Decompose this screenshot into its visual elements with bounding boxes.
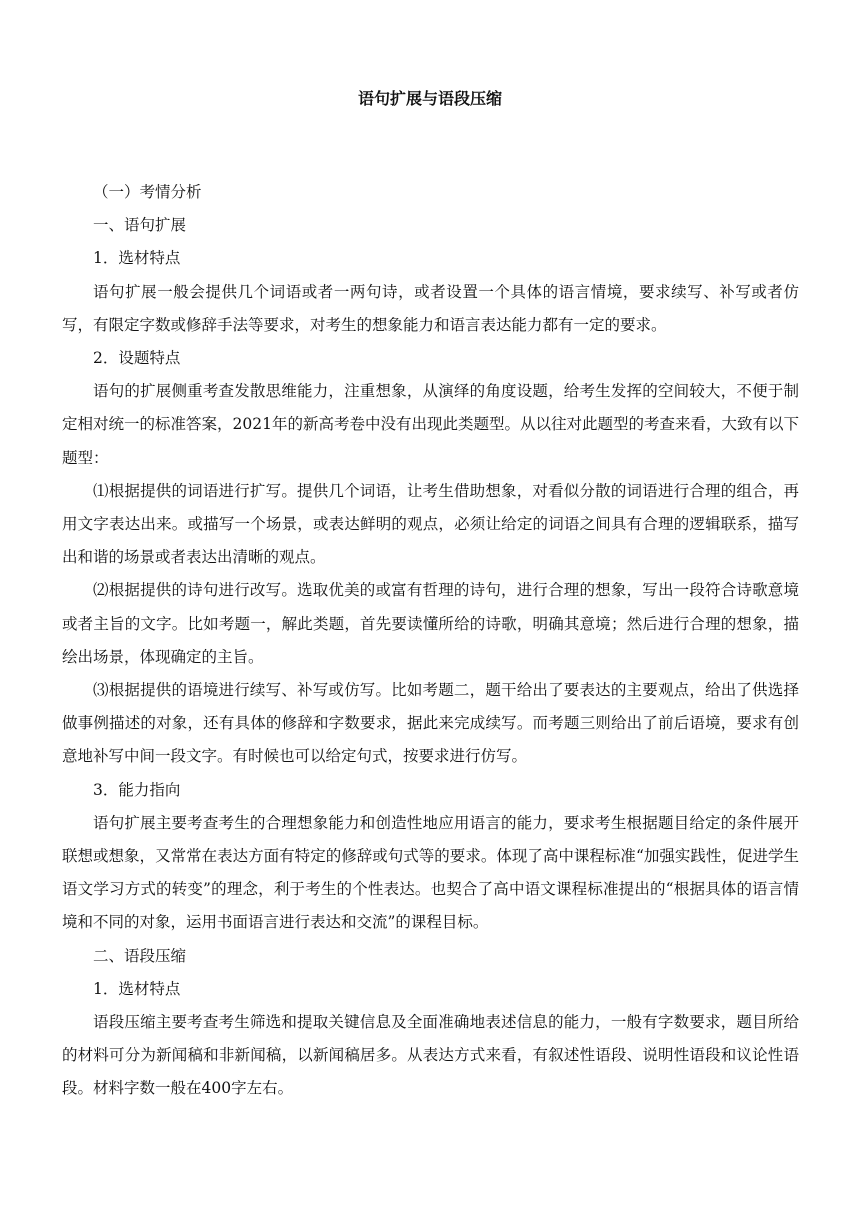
paragraph-material-description: 语句扩展一般会提供几个词语或者一两句诗，或者设置一个具体的语言情境，要求续写、补写或者仿写，有限定字数或修辞手法等要求，对考生的想象能力和语言表达能力都有一定的要求。 [62, 282, 799, 334]
section-heading-paragraph-compression: 二、语段压缩 [93, 946, 187, 965]
subheading-question-features: 2．设题特点 [93, 349, 181, 368]
section-heading-analysis: （一）考情分析 [93, 183, 202, 201]
subheading-ability-direction: 3．能力指向 [93, 780, 181, 799]
paragraph-type-2: ⑵根据提供的诗句进行改写。选取优美的或富有哲理的诗句，进行合理的想象，写出一段符合诗歌意境或者主旨的文字。比如考题一，解此类题，首先要读懂所给的诗歌，明确其意境；然后进行合理的想象，描绘出场景，体现确定的主旨。 [62, 581, 799, 666]
paragraph-question-description: 语句的扩展侧重考查发散思维能力，注重想象，从演绎的角度设题，给考生发挥的空间较大，不便于制定相对统一的标准答案，2021年的新高考卷中没有出现此类题型。从以往对此题型的考查来看，大致有以下题型： [62, 382, 799, 467]
document-body [62, 176, 799, 1106]
paragraph-type-3: ⑶根据提供的语境进行续写、补写或仿写。比如考题二，题干给出了要表达的主要观点，给出了供选择做事例描述的对象，还有具体的修辞和字数要求，据此来完成续写。而考题三则给出了前后语境，要求有创意地补写中间一段文字。有时候也可以给定句式，按要求进行仿写。 [62, 681, 799, 766]
paragraph-compression-description: 语段压缩主要考查考生筛选和提取关键信息及全面准确地表述信息的能力，一般有字数要求，题目所给的材料可分为新闻稿和非新闻稿，以新闻稿居多。从表达方式来看，有叙述性语段、说明性语段和议论性语段。材料字数一般在400字左右。 [62, 1013, 799, 1098]
subheading-compression-material-features: 1．选材特点 [93, 979, 181, 998]
paragraph-ability-description: 语句扩展主要考查考生的合理想象能力和创造性地应用语言的能力，要求考生根据题目给定的条件展开联想或想象，又常常在表达方面有特定的修辞或句式等的要求。体现了高中课程标准“加强实践性，促进学生语文学习方式的转变”的理念，利于考生的个性表达。也契合了高中语文课程标准提出的“根据具体的语言情境和不同的对象，运用书面语言进行表达和交流”的课程目标。 [62, 813, 799, 932]
paragraph-type-1: ⑴根据提供的词语进行扩写。提供几个词语，让考生借助想象，对看似分散的词语进行合理的组合，再用文字表达出来。或描写一个场景，或表达鲜明的观点，必须让给定的词语之间具有合理的逻辑联系，描写出和谐的场景或者表达出清晰的观点。 [62, 481, 799, 567]
subheading-material-features: 1．选材特点 [93, 249, 181, 268]
section-heading-sentence-expansion: 一、语句扩展 [93, 216, 187, 235]
document-title: 语句扩展与语段压缩 [357, 89, 502, 108]
